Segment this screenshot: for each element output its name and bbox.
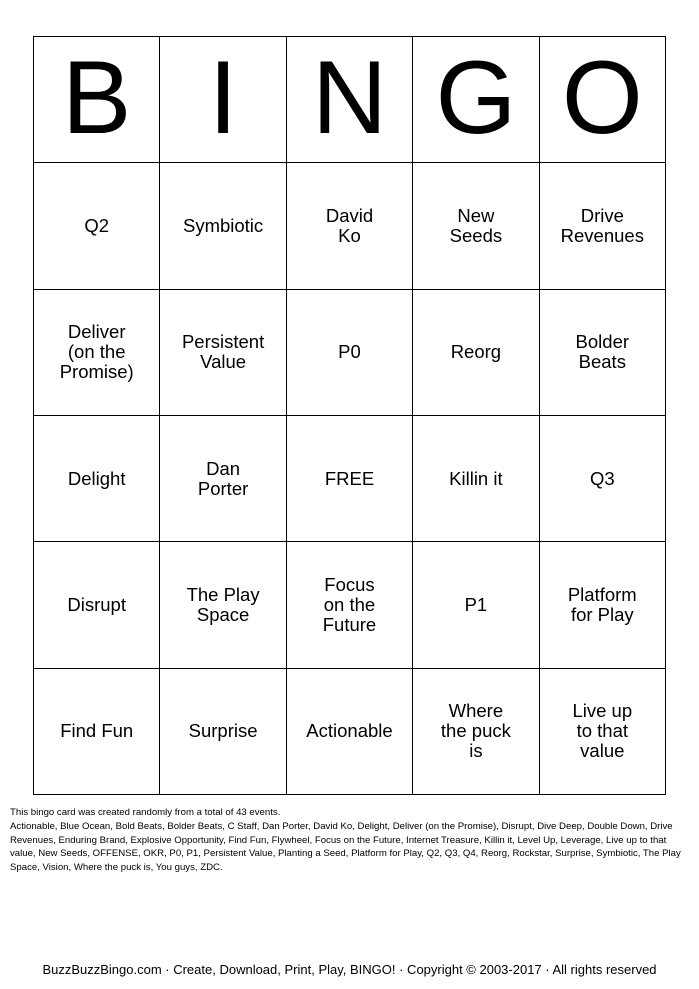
square-r4-c5: Platform for Play	[540, 542, 666, 668]
square-r2-c1: Deliver (on the Promise)	[34, 290, 160, 416]
square-r5-c4: Where the puck is	[413, 669, 539, 795]
square-r2-c2: Persistent Value	[160, 290, 286, 416]
square-r2-c3: P0	[287, 290, 413, 416]
square-r4-c3: Focus on the Future	[287, 542, 413, 668]
footer-copyright: BuzzBuzzBingo.com · Create, Download, Print, Play, BINGO! · Copyright © 2003-2017 · All rights reserved	[42, 962, 657, 977]
square-r3-c5: Q3	[540, 416, 666, 542]
card-description-intro: This bingo card was created randomly from a total of 43 events.	[10, 807, 281, 818]
header-b: B	[34, 37, 160, 163]
bingo-card	[33, 36, 666, 795]
square-r1-c1: Q2	[34, 163, 160, 289]
square-r1-c5: Drive Revenues	[540, 163, 666, 289]
square-r4-c2: The Play Space	[160, 542, 286, 668]
square-r1-c2: Symbiotic	[160, 163, 286, 289]
square-r1-c4: New Seeds	[413, 163, 539, 289]
square-r5-c5: Live up to that value	[540, 669, 666, 795]
square-r5-c1: Find Fun	[34, 669, 160, 795]
square-r5-c2: Surprise	[160, 669, 286, 795]
square-r3-c2: Dan Porter	[160, 416, 286, 542]
header-n: N	[287, 37, 413, 163]
square-r1-c3: David Ko	[287, 163, 413, 289]
square-r5-c3: Actionable	[287, 669, 413, 795]
square-r4-c1: Disrupt	[34, 542, 160, 668]
square-r3-c1: Delight	[34, 416, 160, 542]
header-g: G	[413, 37, 539, 163]
free-square: FREE	[287, 416, 413, 542]
square-r3-c4: Killin it	[413, 416, 539, 542]
header-o: O	[540, 37, 666, 163]
header-i: I	[160, 37, 286, 163]
event-list: Actionable, Blue Ocean, Bold Beats, Bolder Beats, C Staff, Dan Porter, David Ko, Delight, Deliver (on the Promise), Disrupt, Dive Deep, Double Down, Drive Revenues, Enduring Brand, Explosive Opportunity, Find Fun, Flywheel, Focus on the Future, Internet Treasure, Killin it, Level Up, Leverage, Live up to that value, New Seeds, OFFENSE, OKR, P0, P1, Persistent Value, Planting a Seed, Platform for Play, Q2, Q3, Q4, Reorg, Rockstar, Surprise, Symbiotic, The Play Space, Vision, Where the puck is, You guys, ZDC.	[10, 820, 681, 874]
square-r2-c4: Reorg	[413, 290, 539, 416]
square-r2-c5: Bolder Beats	[540, 290, 666, 416]
square-r4-c4: P1	[413, 542, 539, 668]
card-description	[10, 806, 690, 875]
